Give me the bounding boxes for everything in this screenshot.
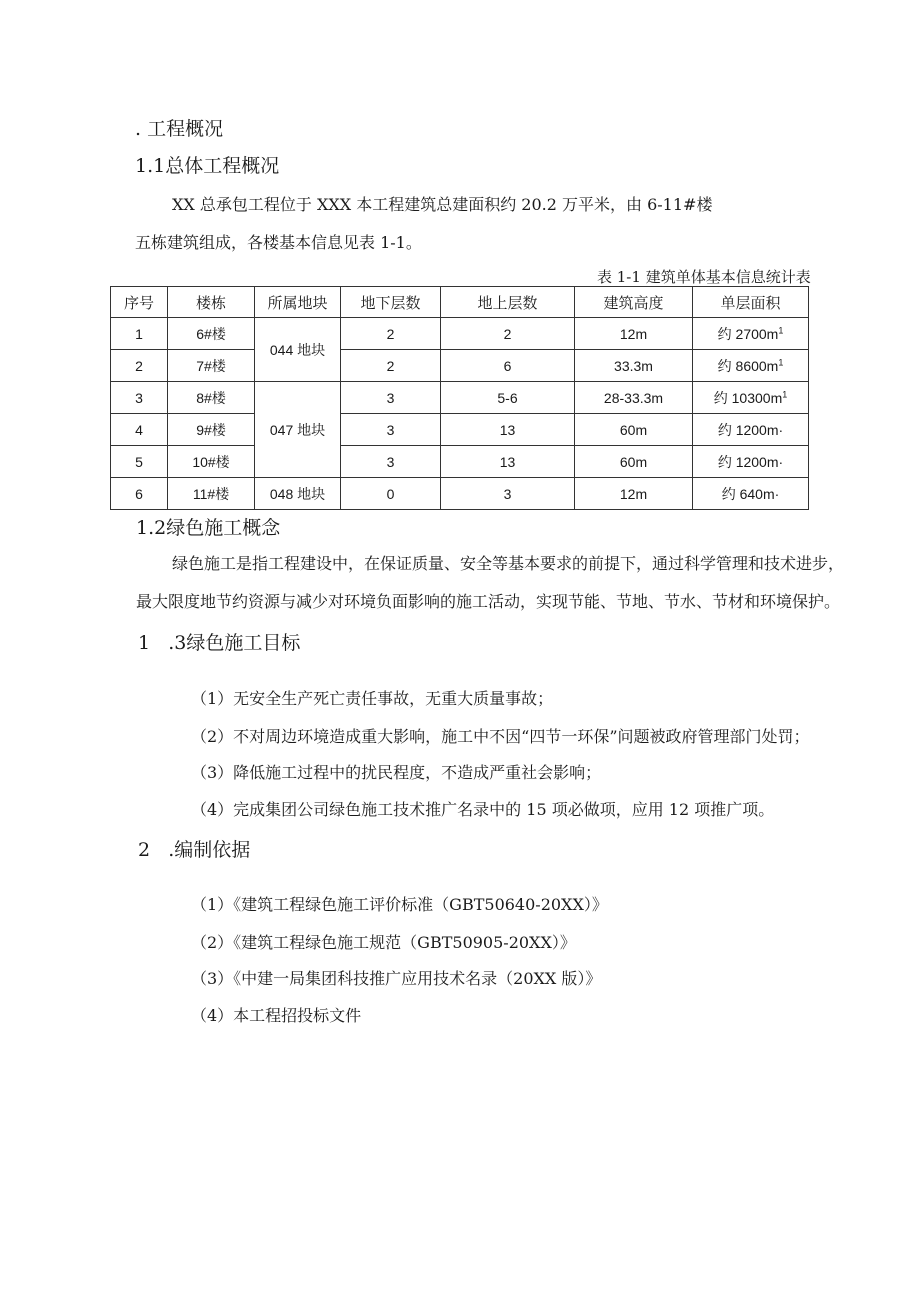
area-unit-mark: 1 (782, 388, 788, 399)
cell-below: 0 (341, 478, 441, 510)
goal-item-3: （3）降低施工过程中的扰民程度，不造成严重社会影响； (191, 763, 602, 782)
area-unit-mark: · (778, 453, 784, 470)
cell-above: 2 (441, 318, 575, 350)
goal-item-4: （4）完成集团公司绿色施工技术推广名录中的 15 项必做项，应用 12 项推广项。 (191, 800, 775, 819)
cell-area (693, 318, 809, 350)
header-above-floors: 地上层数 (441, 287, 575, 318)
overview-line-2: 五栋建筑组成，各楼基本信息见表 1-1。 (135, 233, 422, 252)
cell-above: 13 (441, 414, 575, 446)
cell-height: 28-33.3m (575, 382, 693, 414)
cell-below: 3 (341, 414, 441, 446)
cell-no: 1 (111, 318, 168, 350)
table-row (111, 414, 809, 446)
table-row (111, 318, 809, 350)
goal-item-1: （1）无安全生产死亡责任事故，无重大质量事故； (191, 689, 554, 708)
cell-above: 5-6 (441, 382, 575, 414)
header-height: 建筑高度 (575, 287, 693, 318)
cell-building: 10#楼 (168, 446, 255, 478)
cell-height: 60m (575, 446, 693, 478)
header-area: 单层面积 (693, 287, 809, 318)
cell-height: 33.3m (575, 350, 693, 382)
section-1-title: . 工程概况 (135, 118, 224, 140)
cell-area (693, 446, 809, 478)
cell-building: 11#楼 (168, 478, 255, 510)
section-1-2-title: 1.2绿色施工概念 (136, 517, 281, 539)
cell-area (693, 478, 809, 510)
area-unit-mark: 1 (778, 324, 784, 335)
cell-plot: 044 地块 (255, 318, 341, 382)
cell-height: 12m (575, 478, 693, 510)
area-unit-mark: · (774, 485, 780, 502)
cell-area (693, 382, 809, 414)
table-row (111, 446, 809, 478)
cell-plot: 047 地块 (255, 382, 341, 478)
area-value: 约 2700m (717, 325, 779, 342)
cell-building: 9#楼 (168, 414, 255, 446)
table-row (111, 350, 809, 382)
cell-no: 2 (111, 350, 168, 382)
cell-above: 6 (441, 350, 575, 382)
area-unit-mark: · (778, 421, 784, 438)
table-row (111, 478, 809, 510)
cell-area (693, 350, 809, 382)
overview-line-1: XX 总承包工程位于 XXX 本工程建筑总建面积约 20.2 万平米，由 6-11#楼 (172, 195, 713, 214)
area-value: 约 1200m (717, 421, 779, 438)
concept-line-2: 最大限度地节约资源与减少对环境负面影响的施工活动，实现节能、节地、节水、节材和环境保护。 (136, 592, 841, 611)
header-no: 序号 (111, 287, 168, 318)
area-value: 约 1200m (717, 453, 779, 470)
cell-below: 3 (341, 382, 441, 414)
cell-below: 2 (341, 318, 441, 350)
cell-height: 60m (575, 414, 693, 446)
basis-item-3: （3）《中建一局集团科技推广应用技术名录（20XX 版）》 (191, 969, 602, 988)
cell-building: 6#楼 (168, 318, 255, 350)
cell-no: 5 (111, 446, 168, 478)
basis-item-4: （4）本工程招投标文件 (191, 1006, 362, 1025)
section-2-title: 2 .编制依据 (138, 839, 251, 861)
concept-line-1: 绿色施工是指工程建设中，在保证质量、安全等基本要求的前提下，通过科学管理和技术进步， (172, 554, 845, 573)
cell-above: 3 (441, 478, 575, 510)
cell-no: 3 (111, 382, 168, 414)
section-1-1-title: 1.1总体工程概况 (135, 155, 280, 177)
cell-area (693, 414, 809, 446)
header-below-floors: 地下层数 (341, 287, 441, 318)
cell-building: 8#楼 (168, 382, 255, 414)
cell-no: 4 (111, 414, 168, 446)
cell-no: 6 (111, 478, 168, 510)
header-plot: 所属地块 (255, 287, 341, 318)
cell-building: 7#楼 (168, 350, 255, 382)
table-header-row (111, 287, 809, 318)
building-info-table (110, 286, 809, 510)
goal-item-2: （2）不对周边环境造成重大影响，施工中不因“四节一环保”问题被政府管理部门处罚； (191, 727, 810, 746)
cell-above: 13 (441, 446, 575, 478)
basis-item-2: （2）《建筑工程绿色施工规范（GBT50905-20XX）》 (191, 933, 576, 952)
table-caption: 表 1-1 建筑单体基本信息统计表 (597, 268, 811, 286)
cell-below: 2 (341, 350, 441, 382)
cell-plot: 048 地块 (255, 478, 341, 510)
basis-item-1: （1）《建筑工程绿色施工评价标准（GBT50640-20XX）》 (191, 895, 608, 914)
area-value: 约 10300m (713, 389, 783, 406)
section-1-3-title: 1 .3绿色施工目标 (138, 632, 301, 654)
area-unit-mark: 1 (778, 356, 784, 367)
area-value: 约 640m (721, 485, 775, 502)
header-building: 楼栋 (168, 287, 255, 318)
table-row (111, 382, 809, 414)
cell-height: 12m (575, 318, 693, 350)
area-value: 约 8600m (717, 357, 779, 374)
cell-below: 3 (341, 446, 441, 478)
